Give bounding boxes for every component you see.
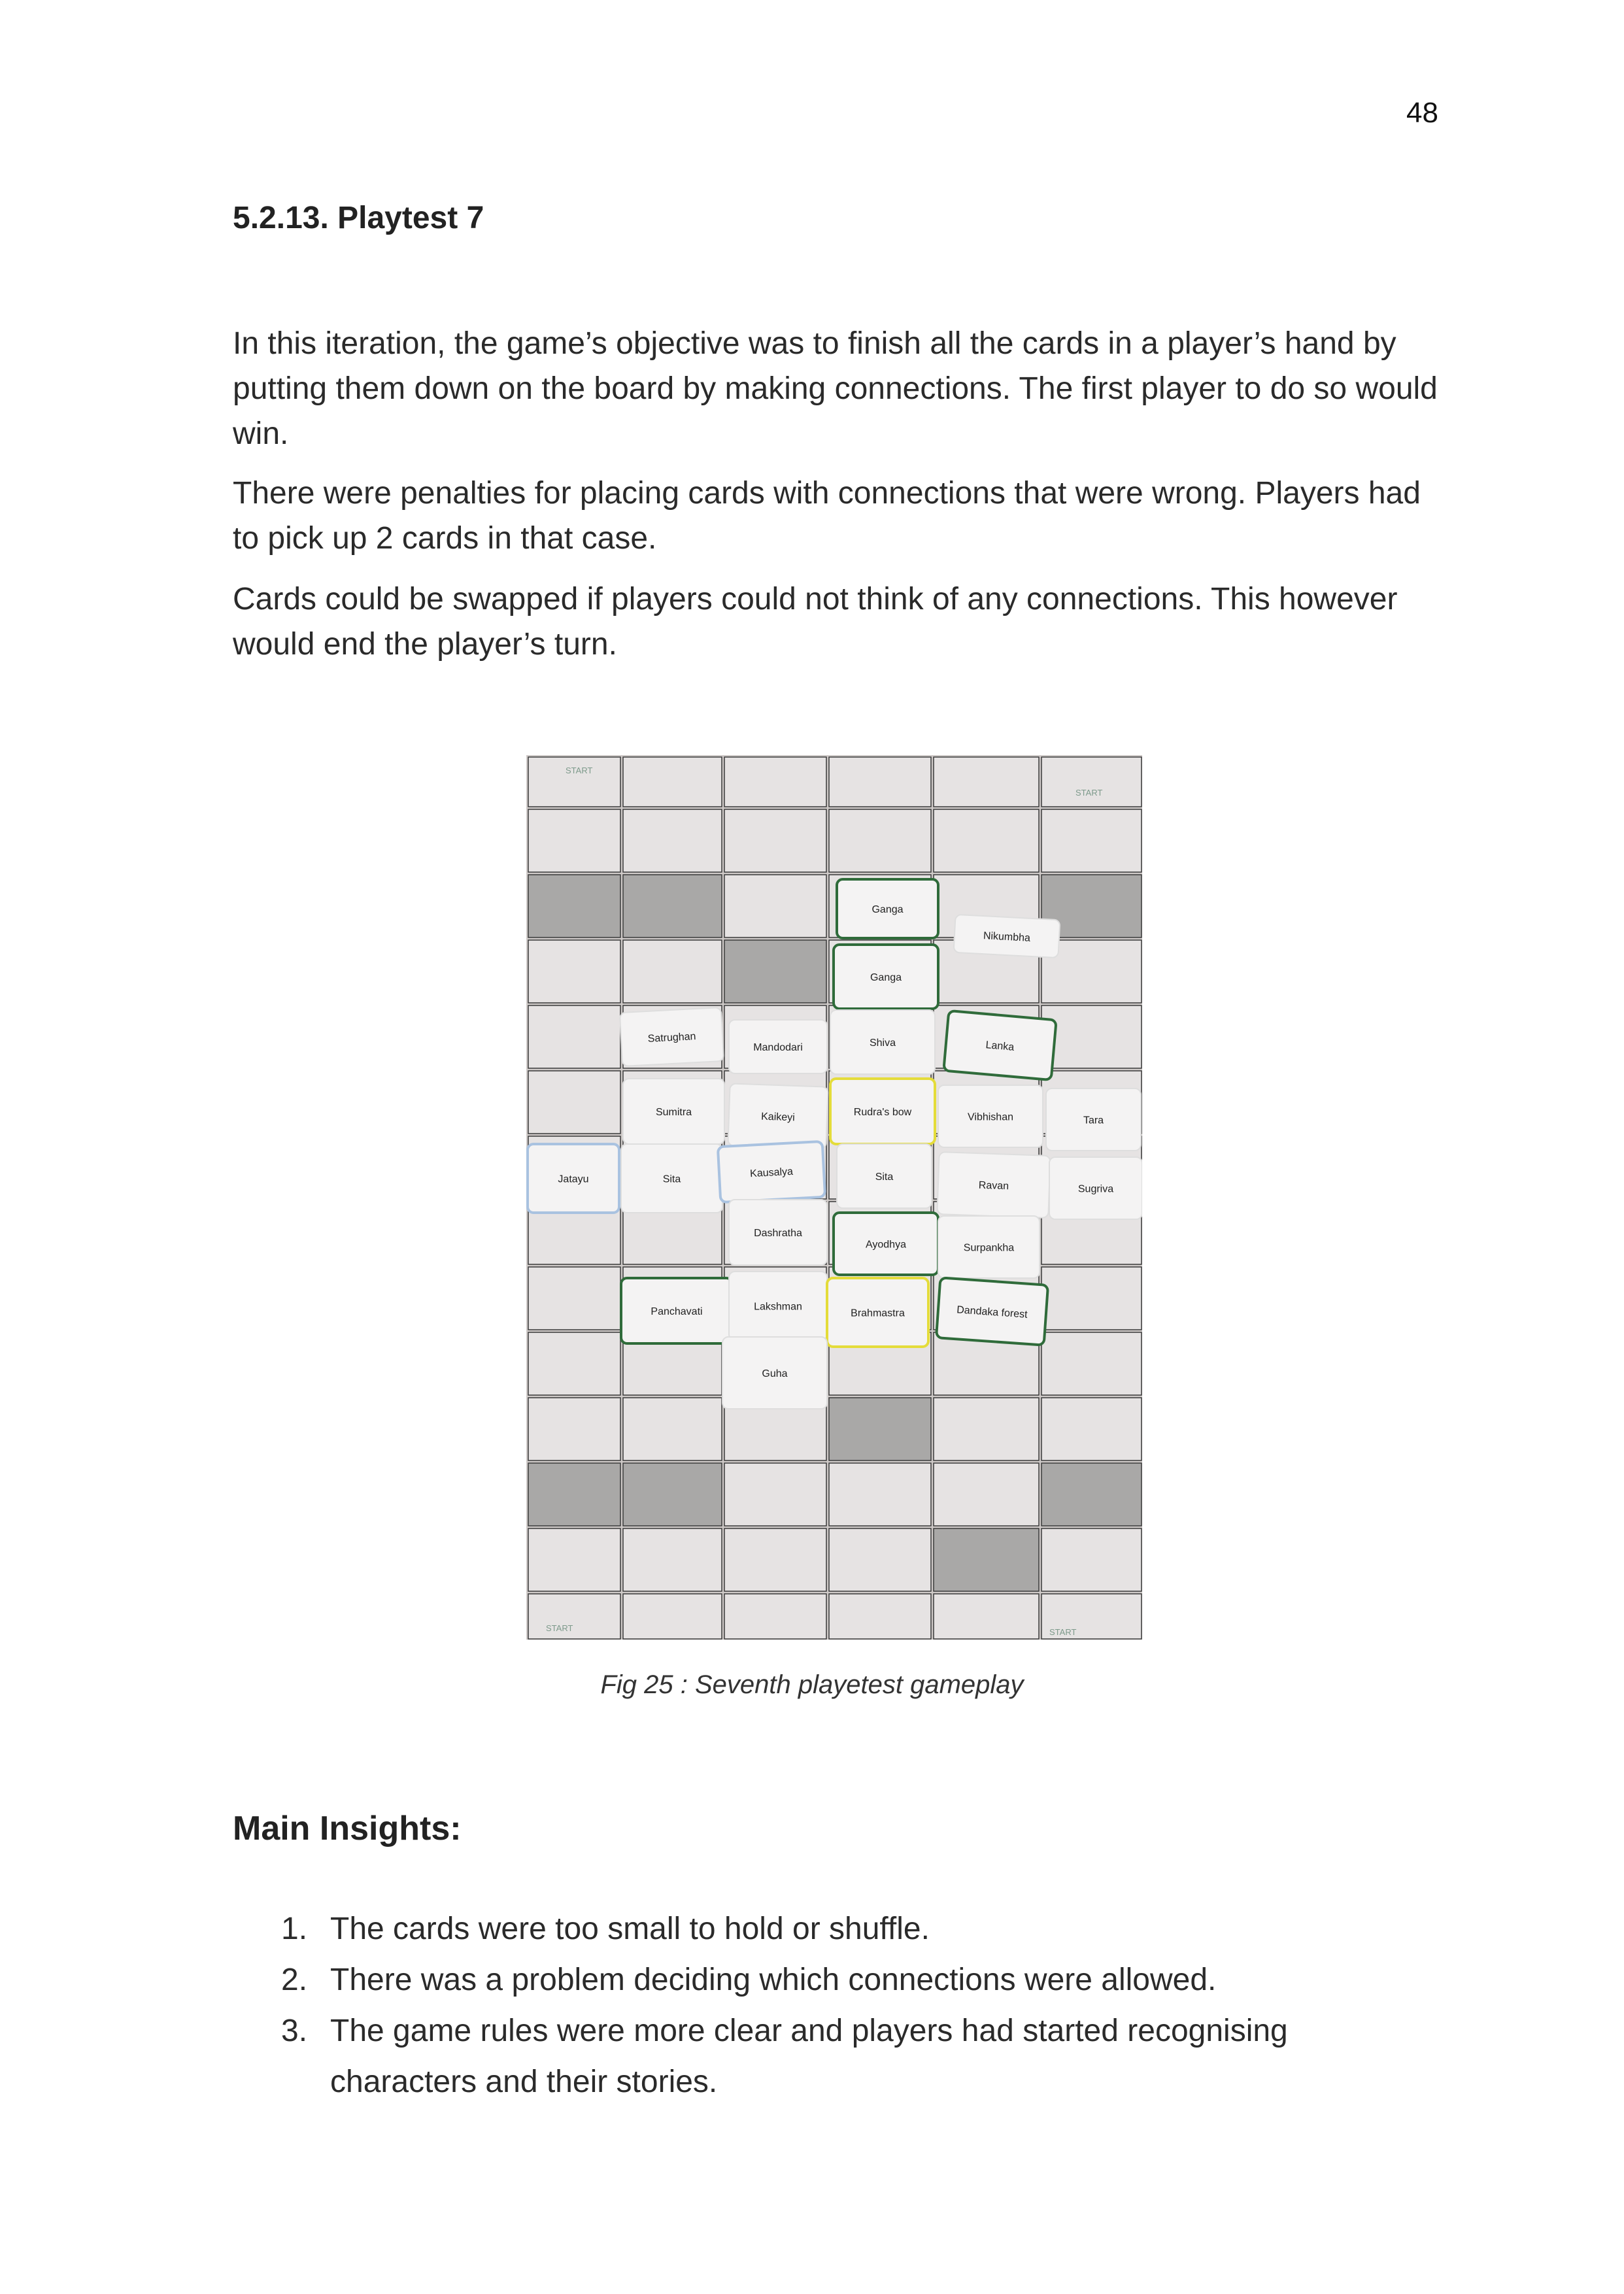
game-card-label: Satrughan bbox=[647, 1031, 696, 1045]
board-cell bbox=[724, 875, 826, 937]
board-cell bbox=[1041, 1463, 1142, 1526]
board-cell bbox=[934, 1528, 1039, 1591]
board-cell bbox=[1041, 1267, 1142, 1330]
game-card-label: Rudra's bow bbox=[853, 1107, 912, 1118]
gameplay-board bbox=[526, 755, 1142, 1640]
board-cell bbox=[528, 1071, 620, 1134]
game-card bbox=[728, 1083, 828, 1149]
game-card-label: Surpankha bbox=[963, 1242, 1015, 1254]
game-card-label: Guha bbox=[762, 1368, 788, 1379]
game-card-label: Sita bbox=[662, 1173, 681, 1185]
board-cell bbox=[1041, 1528, 1142, 1591]
page-number: 48 bbox=[1406, 97, 1438, 129]
game-card-label: Dandaka forest bbox=[956, 1304, 1028, 1321]
game-card bbox=[943, 1011, 1056, 1080]
insight-text: The game rules were more clear and players had started recognising characters and their stories. bbox=[330, 2014, 1288, 2099]
game-card bbox=[620, 1007, 724, 1066]
board-cell bbox=[1041, 757, 1142, 807]
game-card-label: Lakshman bbox=[754, 1301, 802, 1313]
insight-item bbox=[281, 2006, 1425, 2108]
section-title: 5.2.13. Playtest 7 bbox=[233, 201, 484, 235]
board-cell bbox=[623, 1594, 722, 1639]
board-cell bbox=[528, 1594, 620, 1639]
board-cell bbox=[724, 1463, 826, 1526]
game-card-label: Mandodari bbox=[753, 1042, 803, 1053]
board-cell bbox=[623, 875, 722, 937]
corner-label-top-left: START bbox=[566, 766, 593, 775]
board-cell bbox=[829, 757, 931, 807]
board-cell bbox=[1041, 1332, 1142, 1395]
board-cell bbox=[829, 1463, 931, 1526]
board-cell bbox=[528, 940, 620, 1003]
game-card bbox=[834, 945, 938, 1009]
board-cell bbox=[623, 1528, 722, 1591]
board-cell bbox=[528, 757, 620, 807]
game-card-label: Ganga bbox=[870, 972, 902, 983]
game-card-label: Ravan bbox=[978, 1179, 1009, 1192]
game-card bbox=[729, 1272, 827, 1340]
game-card bbox=[954, 915, 1060, 958]
board-cell bbox=[528, 1005, 620, 1068]
board-cell bbox=[934, 1398, 1039, 1460]
game-card bbox=[1046, 1088, 1141, 1151]
board-cell bbox=[934, 1463, 1039, 1526]
board-cell bbox=[724, 809, 826, 872]
game-card bbox=[718, 1141, 825, 1202]
game-card-label: Sugriva bbox=[1077, 1183, 1114, 1195]
insight-item bbox=[281, 1955, 1425, 2006]
board-cell bbox=[829, 1594, 931, 1639]
insight-number: 1. bbox=[281, 1912, 308, 1946]
corner-label-bottom-left: START bbox=[546, 1623, 573, 1633]
board-cell bbox=[724, 757, 826, 807]
game-card-label: Ayodhya bbox=[866, 1239, 906, 1251]
game-card bbox=[621, 1144, 722, 1213]
insights-title: Main Insights: bbox=[233, 1810, 462, 1847]
board-cell bbox=[934, 757, 1039, 807]
game-card-label: Dashratha bbox=[754, 1228, 802, 1239]
board-cell bbox=[528, 1463, 620, 1526]
game-card-label: Brahmastra bbox=[851, 1307, 905, 1319]
game-card-label: Nikumbha bbox=[983, 930, 1031, 944]
game-card bbox=[827, 1278, 928, 1347]
game-card-label: Shiva bbox=[869, 1037, 896, 1049]
game-card-label: Lanka bbox=[985, 1039, 1015, 1053]
game-card bbox=[729, 1200, 827, 1265]
insight-text: There was a problem deciding which connections were allowed. bbox=[330, 1963, 1217, 1997]
game-card bbox=[1049, 1157, 1142, 1219]
board-cell bbox=[724, 1594, 826, 1639]
game-card-label: Sumitra bbox=[655, 1107, 692, 1118]
board-cell bbox=[934, 1594, 1039, 1639]
game-card bbox=[830, 1010, 935, 1074]
corner-label-bottom-right: START bbox=[1049, 1627, 1077, 1637]
game-card bbox=[937, 1152, 1050, 1218]
insight-number: 3. bbox=[281, 2014, 308, 2048]
game-card-label: Panchavati bbox=[651, 1306, 703, 1317]
game-card bbox=[729, 1020, 827, 1073]
board-cell bbox=[528, 809, 620, 872]
figure-caption: Fig 25 : Seventh playetest gameplay bbox=[600, 1670, 1024, 1699]
game-card bbox=[528, 1144, 619, 1213]
game-card bbox=[936, 1277, 1048, 1345]
game-card bbox=[938, 1216, 1040, 1278]
game-card bbox=[837, 1144, 932, 1208]
corner-label-top-right: START bbox=[1075, 788, 1103, 798]
paragraph-swapping: Cards could be swapped if players could not think of any connections. This however would end the player’s turn. bbox=[233, 582, 1398, 662]
board-cell bbox=[528, 1398, 620, 1460]
board-cell bbox=[528, 1267, 620, 1330]
board-cell bbox=[623, 757, 722, 807]
board-cell bbox=[724, 1528, 826, 1591]
game-card bbox=[938, 1085, 1043, 1147]
paragraph-penalties: There were penalties for placing cards with connections that were wrong. Players had to pick up 2 cards in that case. bbox=[233, 476, 1421, 556]
insight-text: The cards were too small to hold or shuffle. bbox=[330, 1912, 930, 1946]
board-cell bbox=[829, 1528, 931, 1591]
game-card bbox=[621, 1278, 732, 1343]
insight-item bbox=[281, 1904, 1425, 1955]
game-card-label: Tara bbox=[1083, 1115, 1104, 1126]
game-card-label: Vibhishan bbox=[968, 1111, 1013, 1123]
game-card-label: Jatayu bbox=[558, 1173, 589, 1185]
paragraph-objective: In this iteration, the game’s objective was to finish all the cards in a player’s hand by putting them down on the board by making connections. The first player to do so would win. bbox=[233, 326, 1438, 451]
game-card bbox=[837, 879, 938, 938]
game-card-label: Sita bbox=[875, 1172, 894, 1183]
board-cell bbox=[724, 940, 826, 1003]
board-cell bbox=[528, 1332, 620, 1395]
game-card-label: Kausalya bbox=[749, 1166, 794, 1180]
board-cell bbox=[623, 1463, 722, 1526]
board-cell bbox=[1041, 809, 1142, 872]
board-cell bbox=[623, 809, 722, 872]
board-cell bbox=[528, 875, 620, 937]
board-cell bbox=[623, 940, 722, 1003]
gameplay-photo bbox=[526, 755, 1142, 1640]
board-cell bbox=[623, 1398, 722, 1460]
game-card-label: Kaikeyi bbox=[760, 1111, 796, 1124]
game-card bbox=[834, 1213, 938, 1275]
game-card bbox=[830, 1079, 935, 1144]
board-cell bbox=[829, 1398, 931, 1460]
board-cell bbox=[829, 809, 931, 872]
board-cell bbox=[528, 1528, 620, 1591]
game-card bbox=[623, 1079, 724, 1144]
board-cell bbox=[1041, 1005, 1142, 1068]
insight-number: 2. bbox=[281, 1963, 308, 1997]
insights-list bbox=[281, 1904, 1425, 2108]
board-cell bbox=[934, 809, 1039, 872]
game-card-label: Ganga bbox=[871, 904, 904, 915]
game-card bbox=[722, 1337, 827, 1409]
board-cell bbox=[1041, 1398, 1142, 1460]
